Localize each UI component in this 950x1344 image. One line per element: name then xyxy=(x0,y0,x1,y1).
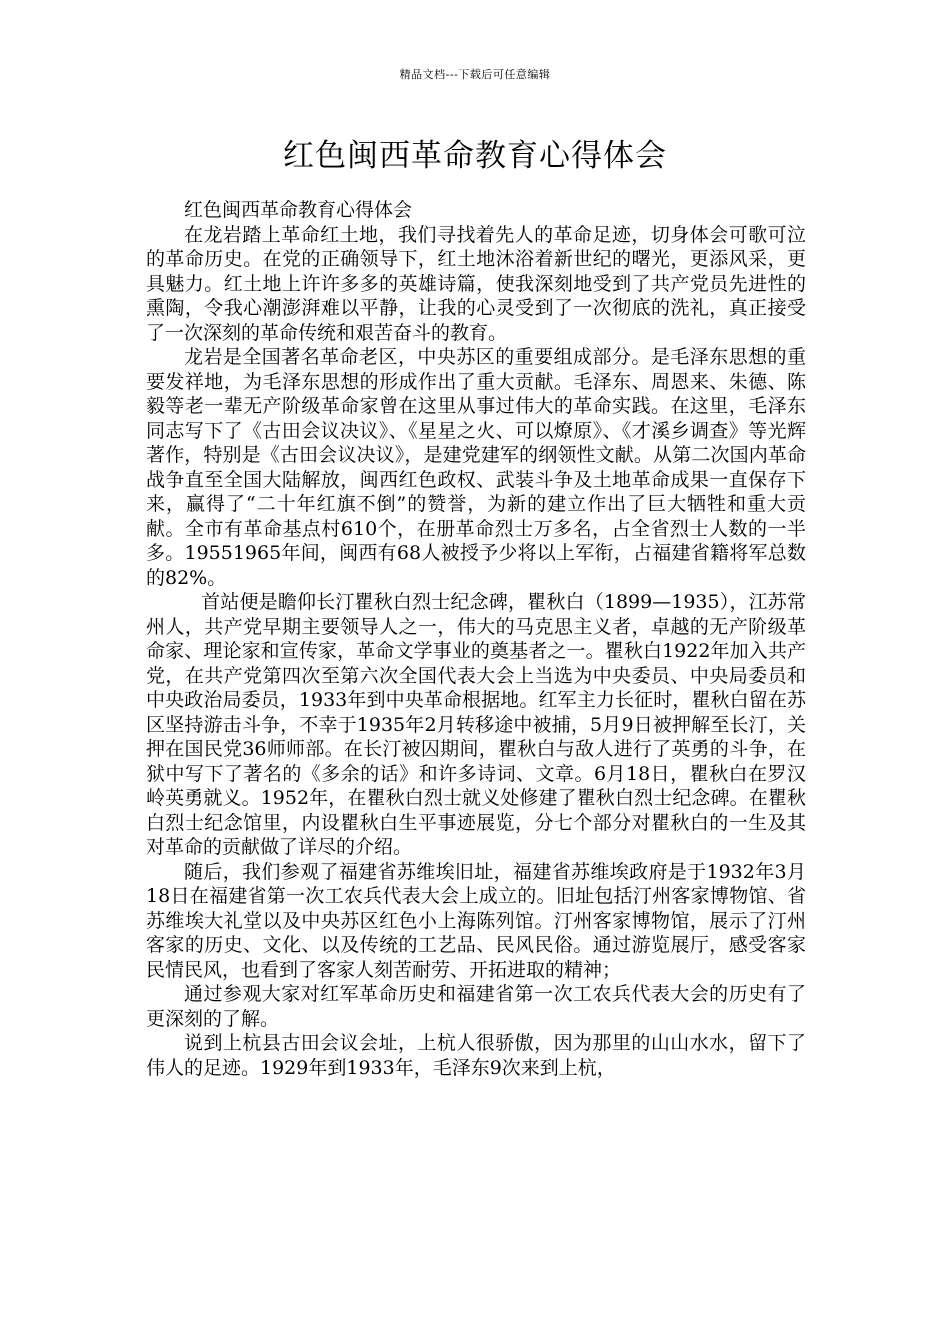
paragraph: 在龙岩踏上革命红土地，我们寻找着先人的革命足迹，切身体会可歌可泣的革命历史。在党的正确领导下，红土地沐浴着新世纪的曙光，更添风采，更具魅力。红土地上许许多多的英雄诗篇，使我深刻地受到了共产党员先进性的熏陶，令我心潮澎湃难以平静，让我的心灵受到了一次彻底的洗礼，真正接受了一次深刻的革命传统和艰苦奋斗的教育。 xyxy=(146,223,806,344)
paragraph: 随后，我们参观了福建省苏维埃旧址，福建省苏维埃政府是于1932年3月18日在福建省第一次工农兵代表大会上成立的。旧址包括汀州客家博物馆、省苏维埃大礼堂以及中央苏区红色小上海陈列馆。汀州客家博物馆，展示了汀州客家的历史、文化、以及传统的工艺品、民风民俗。通过游览展厅，感受客家民情民风，也看到了客家人刻苦耐劳、开拓进取的精神； xyxy=(146,860,806,981)
document-title: 红色闽西革命教育心得体会 xyxy=(283,138,667,174)
paragraph: 说到上杭县古田会议会址，上杭人很骄傲，因为那里的山山水水，留下了伟人的足迹。1929年到1933年，毛泽东9次来到上杭， xyxy=(146,1032,806,1079)
paragraph-subtitle: 红色闽西革命教育心得体会 xyxy=(184,199,413,221)
paragraph: 首站便是瞻仰长汀瞿秋白烈士纪念碑，瞿秋白（1899—1935），江苏常州人，共产党早期主要领导人之一，伟大的马克思主义者，卓越的无产阶级革命家、理论家和宣传家，革命文学事业的奠基者之一。瞿秋白1922年加入共产党，在共产党第四次至第六次全国代表大会上当选为中央委员、中央局委员和中央政治局委员，1933年到中央革命根据地。红军主力长征时，瞿秋白留在苏区坚持游击斗争，不幸于1935年2月转移途中被捕，5月9日被押解至长汀，关押在国民党36师师部。在长汀被囚期间，瞿秋白与敌人进行了英勇的斗争，在狱中写下了著名的《多余的话》和许多诗词、文章。6月18日，瞿秋白在罗汉岭英勇就义。1952年，在瞿秋白烈士就义处修建了瞿秋白烈士纪念碑。在瞿秋白烈士纪念馆里，内设瞿秋白生平事迹展览，分七个部分对瞿秋白的一生及其对革命的贡献做了详尽的介绍。 xyxy=(146,591,806,858)
paragraph: 通过参观大家对红军革命历史和福建省第一次工农兵代表大会的历史有了更深刻的了解。 xyxy=(146,983,806,1030)
header-note: 精品文档---下载后可任意编辑 xyxy=(399,68,551,81)
paragraph: 龙岩是全国著名革命老区，中央苏区的重要组成部分。是毛泽东思想的重要发祥地，为毛泽东思想的形成作出了重大贡献。毛泽东、周恩来、朱德、陈毅等老一辈无产阶级革命家曾在这里从事过伟大的革命实践。在这里，毛泽东同志写下了《古田会议决议》、《星星之火、可以燎原》、《才溪乡调查》等光辉著作，特别是《古田会议决议》，是建党建军的纲领性文献。从第二次国内革命战争直至全国大陆解放，闽西红色政权、武装斗争及土地革命成果一直保存下来，赢得了“二十年红旗不倒”的赞誉，为新的建立作出了巨大牺牲和重大贡献。全市有革命基点村610个，在册革命烈士万多名，占全省烈士人数的一半多。19551965年间，闽西有68人被授予少将以上军衔，占福建省籍将军总数的82%。 xyxy=(146,346,806,589)
document-body xyxy=(146,198,806,1080)
